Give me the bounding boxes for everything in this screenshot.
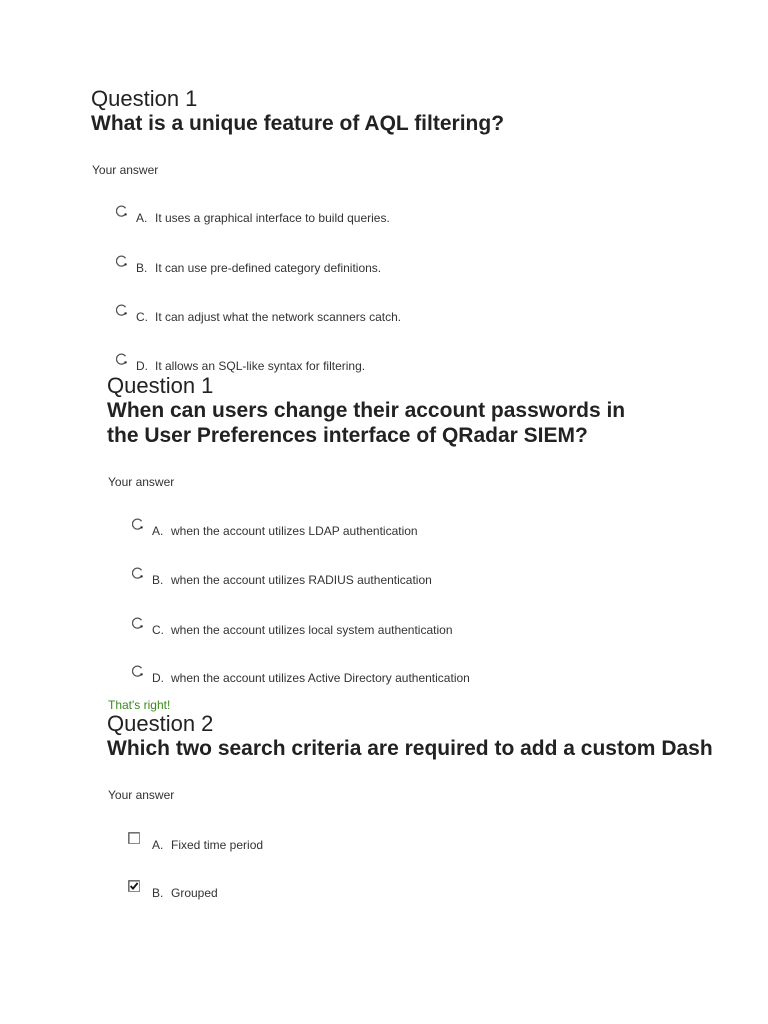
question-text-line-1: When can users change their account passwords in [107,399,626,422]
option-text: It allows an SQL-like syntax for filtering. [155,359,366,373]
option-letter: B. [136,261,148,275]
radio-unselected-icon[interactable] [132,665,144,677]
option-letter: C. [136,310,148,324]
correct-feedback: That's right! [108,698,171,712]
question-text: Which two search criteria are required to add a custom Dash [107,737,713,760]
option-text: when the account utilizes LDAP authentication [171,524,418,538]
option-text: when the account utilizes local system authentication [171,623,453,637]
radio-unselected-icon[interactable] [116,205,128,217]
question-text: What is a unique feature of AQL filtering? [91,112,505,135]
option-letter: A. [152,524,164,538]
option-letter: B. [152,886,164,900]
your-answer-label: Your answer [108,788,175,802]
radio-unselected-icon[interactable] [116,255,128,267]
option-text: Fixed time period [171,838,264,852]
option-letter: A. [136,211,148,225]
option-text: It uses a graphical interface to build queries. [155,211,390,225]
radio-unselected-icon[interactable] [116,304,128,316]
option-text: Grouped [171,886,218,900]
option-letter: D. [136,359,148,373]
option-text: It can use pre-defined category definitions. [155,261,382,275]
question-number: Question 2 [107,711,214,736]
radio-unselected-icon[interactable] [116,353,128,365]
option-letter: D. [152,671,164,685]
option-letter: B. [152,573,164,587]
option-text: when the account utilizes RADIUS authentication [171,573,432,587]
checkbox-empty-icon[interactable] [128,832,140,844]
radio-unselected-icon[interactable] [132,617,144,629]
radio-unselected-icon[interactable] [132,518,144,530]
option-letter: A. [152,838,164,852]
option-text: when the account utilizes Active Directory authentication [171,671,470,685]
radio-unselected-icon[interactable] [132,567,144,579]
question-number: Question 1 [91,86,198,111]
option-text: It can adjust what the network scanners catch. [155,310,402,324]
your-answer-label: Your answer [92,163,159,177]
question-number: Question 1 [107,373,214,398]
question-text-line-2: the User Preferences interface of QRadar SIEM? [107,424,588,447]
your-answer-label: Your answer [108,475,175,489]
checkbox-checked-icon[interactable] [128,880,140,892]
option-letter: C. [152,623,164,637]
